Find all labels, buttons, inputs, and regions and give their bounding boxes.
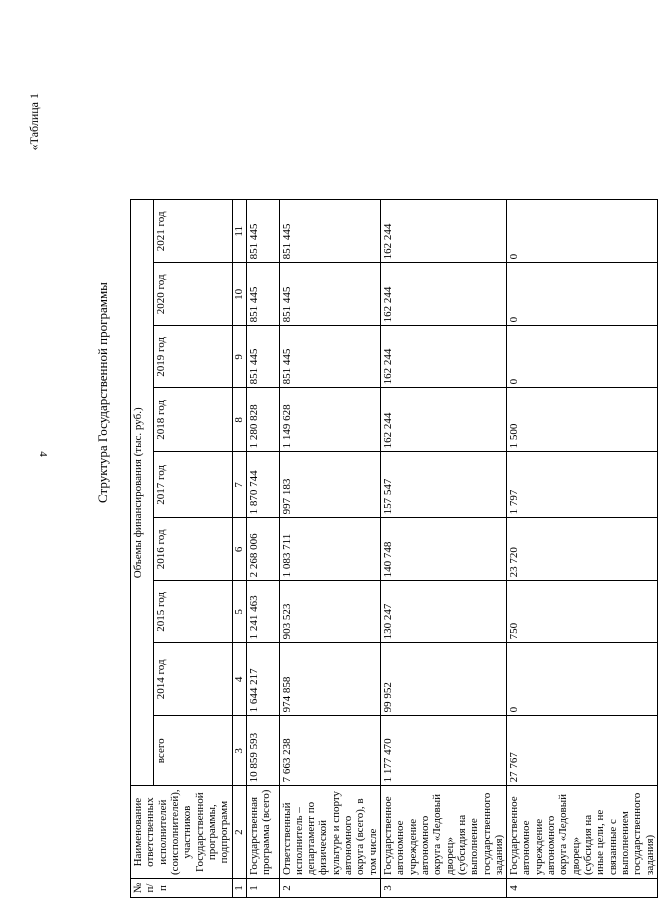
row-num: 3 (381, 879, 507, 898)
header-total: всего (153, 716, 232, 786)
row-total: 1 177 470 (381, 716, 507, 786)
column-number: 8 (232, 388, 246, 452)
column-number: 6 (232, 518, 246, 581)
row-value: 162 244 (381, 200, 507, 263)
header-year: 2020 год (153, 263, 232, 326)
column-number: 5 (232, 581, 246, 643)
row-value: 997 183 (279, 452, 381, 518)
row-value: 903 523 (279, 581, 381, 643)
row-value: 162 244 (381, 388, 507, 452)
row-value: 140 748 (381, 518, 507, 581)
header-funding-group: Объемы финансирования (тыс. руб.) (131, 200, 154, 786)
header-year: 2021 год (153, 200, 232, 263)
row-value: 130 247 (381, 581, 507, 643)
column-number: 2 (232, 786, 246, 879)
row-name: Государственная программа (всего) (246, 786, 279, 879)
page-number: 4 (36, 451, 49, 457)
header-year: 2019 год (153, 326, 232, 388)
row-value: 851 445 (246, 326, 279, 388)
row-value: 1 083 711 (279, 518, 381, 581)
row-total: 27 767 (507, 716, 658, 786)
header-year: 2018 год (153, 388, 232, 452)
row-value: 99 952 (381, 643, 507, 716)
row-value: 1 797 (507, 452, 658, 518)
table-row (246, 200, 279, 898)
table-label: «Таблица 1 (27, 93, 41, 151)
row-value: 0 (507, 200, 658, 263)
row-value: 851 445 (279, 263, 381, 326)
row-num: 2 (279, 879, 381, 898)
header-row-top (131, 200, 154, 898)
row-num: 1 (246, 879, 279, 898)
row-value: 0 (507, 643, 658, 716)
row-value: 851 445 (246, 200, 279, 263)
row-value: 162 244 (381, 326, 507, 388)
column-number: 11 (232, 200, 246, 263)
header-year: 2014 год (153, 643, 232, 716)
row-value: 750 (507, 581, 658, 643)
row-value: 1 241 463 (246, 581, 279, 643)
column-number: 7 (232, 452, 246, 518)
row-value: 1 644 217 (246, 643, 279, 716)
header-name: Наименование ответственных исполнителей (соисполнителей), участников Государственной программы, подпрограмм (131, 786, 233, 879)
row-value: 851 445 (246, 263, 279, 326)
header-year: 2015 год (153, 581, 232, 643)
header-year: 2016 год (153, 518, 232, 581)
column-number: 10 (232, 263, 246, 326)
row-value: 851 445 (279, 326, 381, 388)
table-row (381, 200, 507, 898)
row-value: 0 (507, 263, 658, 326)
row-value: 2 268 006 (246, 518, 279, 581)
row-value: 1 870 744 (246, 452, 279, 518)
row-value: 162 244 (381, 263, 507, 326)
row-name: Государственное автономное учреждение автономного округа «Ледовый дворец» (субсидия на иные цели, не связанные с выполнением государственного задания) (507, 786, 658, 879)
column-number: 3 (232, 716, 246, 786)
document-title: Структура Государственной программы (95, 282, 110, 503)
row-value: 974 858 (279, 643, 381, 716)
column-number: 4 (232, 643, 246, 716)
column-number: 1 (232, 879, 246, 898)
row-value: 0 (507, 326, 658, 388)
row-value: 1 500 (507, 388, 658, 452)
program-structure-table (130, 199, 658, 898)
row-value: 157 547 (381, 452, 507, 518)
column-number-row (232, 200, 246, 898)
row-num: 4 (507, 879, 658, 898)
row-total: 10 859 593 (246, 716, 279, 786)
column-number: 9 (232, 326, 246, 388)
row-value: 1 149 628 (279, 388, 381, 452)
row-name: Ответственный исполнитель – департамент по физической культуре и спорту автономного округа (всего), в том числе (279, 786, 381, 879)
table-row (507, 200, 658, 898)
header-num: № п/п (131, 879, 233, 898)
row-value: 23 720 (507, 518, 658, 581)
row-value: 1 280 828 (246, 388, 279, 452)
row-total: 7 663 238 (279, 716, 381, 786)
header-year: 2017 год (153, 452, 232, 518)
row-name: Государственное автономное учреждение автономного округа «Ледовый дворец» (субсидия на выполнение государственного задания) (381, 786, 507, 879)
table-row (279, 200, 381, 898)
row-value: 851 445 (279, 200, 381, 263)
